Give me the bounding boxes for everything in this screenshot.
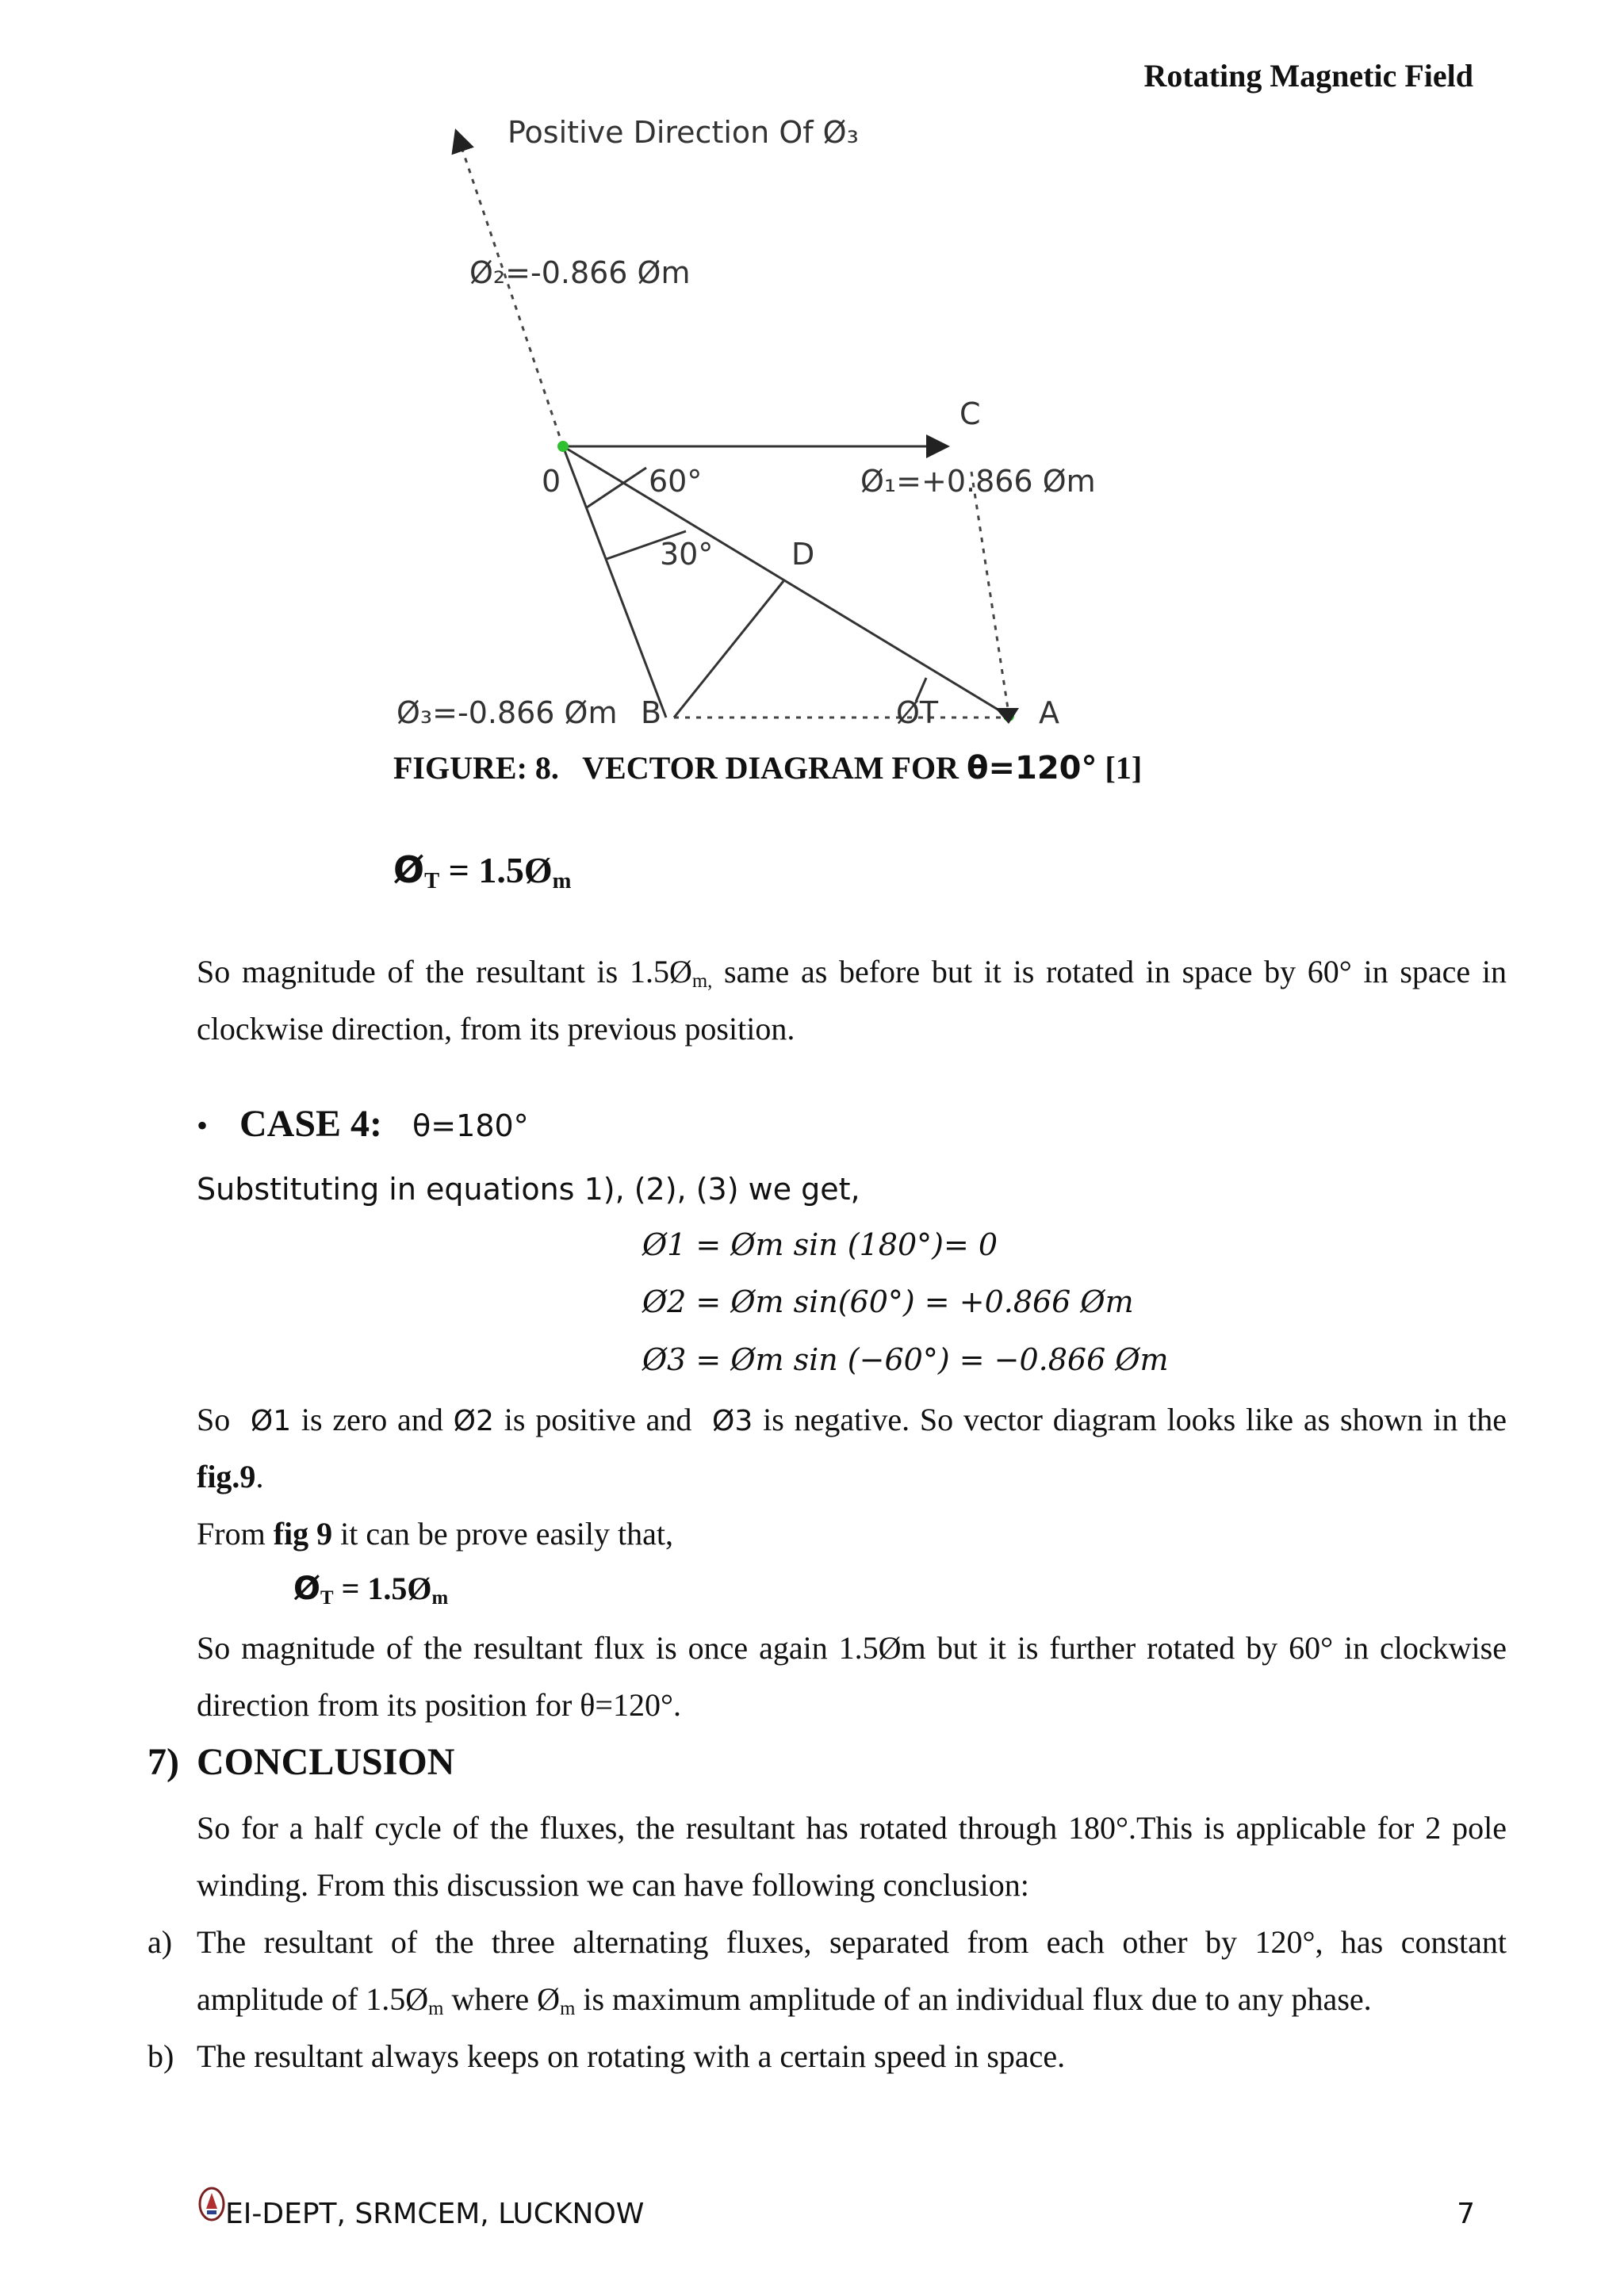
label-angle-60: 60° [649,464,703,499]
case4-para-2: direction from its position for θ=120°. [197,1687,681,1723]
result2-phi: Ø [293,1571,321,1607]
case4-line-a-phi1: Ø1 [250,1405,292,1437]
caption-theta: θ=120° [967,750,1097,786]
conclusion-a2-c: is maximum amplitude of an individual flux due to any phase. [575,1981,1372,2017]
case4-line-b-end: . [255,1459,264,1494]
result1-eq: = 1.5Ø [439,850,553,890]
result2-eq: = 1.5Ø [333,1571,432,1606]
vector-diagram [0,0,1624,761]
conclusion-title: CONCLUSION [197,1741,455,1783]
result1-sub-t: T [424,869,440,894]
case4-substituting: Substituting in equations 1), (2), (3) we get, [197,1172,860,1207]
conclusion-a-marker: a) [147,1924,173,1960]
caption-prefix: FIGURE: 8. VECTOR DIAGRAM FOR [393,750,967,786]
label-phi1: Ø₁=+0.866 Øm [860,464,1096,499]
result1-phi: Ø [393,848,425,891]
label-phi3: Ø₃=-0.866 Øm [396,695,618,730]
label-point-d: D [791,537,815,572]
case4-fig9-ref: fig.9 [197,1459,256,1494]
para1-line1-b: same as before but it is rotated in space by 60° in space in [712,954,1507,989]
case4-heading [197,1102,529,1146]
conclusion-a2-b: where Ø [443,1981,561,2017]
result2-sub-m: m [431,1587,449,1609]
result-equation-1 [393,848,571,894]
case4-from-1: From [197,1516,274,1552]
para1-line1-a: So magnitude of the resultant is 1.5Ø [197,954,692,989]
label-point-b: B [641,695,662,730]
conclusion-number: 7) [147,1741,179,1783]
conclusion-b-marker: b) [147,2038,174,2074]
conclusion-intro-2: winding. From this discussion we can have following conclusion: [197,1867,1029,1903]
point-o-dot [557,441,569,452]
case4-eq1: Ø1 = Øm sin (180°)= 0 [642,1227,998,1262]
case4-from-bold: fig 9 [273,1516,333,1552]
case4-bullet: • [197,1108,209,1143]
case4-line-b [197,1448,263,1506]
label-point-o: 0 [542,464,561,499]
case4-eq3: Ø3 = Øm sin (−60°) = −0.866 Øm [642,1342,1169,1377]
para1-line2: clockwise direction, from its previous position. [197,1011,795,1047]
result2-sub-t: T [320,1587,334,1609]
footer-dept: EI-DEPT, SRMCEM, LUCKNOW [225,2198,645,2230]
label-point-c: C [959,396,981,431]
running-header: Rotating Magnetic Field [1143,58,1473,94]
case4-line-a-4: is negative. So vector diagram looks like as shown in the [753,1402,1507,1437]
footer-page-number: 7 [1457,2198,1475,2230]
caption-suffix: [1] [1097,750,1143,786]
conclusion-heading [147,1740,454,1784]
arrowhead-a [995,708,1019,724]
label-point-a: A [1039,695,1059,730]
label-positive-direction: Positive Direction Of Ø₃ [508,115,859,150]
conclusion-a-line1: The resultant of the three alternating fluxes, separated from each other by 120°, has constant [197,1924,1507,1960]
case4-from [197,1506,673,1563]
perpendicular-bd [674,581,783,718]
case4-eq2: Ø2 = Øm sin(60°) = +0.866 Øm [642,1284,1134,1319]
case4-line-a-phi3: Ø3 [712,1405,753,1437]
result-equation-2 [293,1570,448,1609]
conclusion-b-line1: The resultant always keeps on rotating with a certain speed in space. [197,2038,1066,2074]
conclusion-a2-sub2: m [560,1998,576,2020]
case4-from-2: it can be prove easily that, [332,1516,673,1552]
case4-line-a-2: is zero and [291,1402,454,1437]
result1-sub-m: m [552,869,572,894]
case4-line-a-3: is positive and [493,1402,713,1437]
college-logo-icon [198,2187,225,2221]
conclusion-a2-a: amplitude of 1.5Ø [197,1981,429,2017]
case4-title: CASE 4: [239,1103,383,1145]
case4-para-1: So magnitude of the resultant flux is once again 1.5Øm but it is further rotated by 60° in clockwise [197,1630,1507,1666]
label-phi2: Ø₂=-0.866 Øm [469,255,691,290]
conclusion-a2-sub1: m [428,1998,444,2020]
label-angle-30: 30° [660,537,714,572]
conclusion-intro-1: So for a half cycle of the fluxes, the resultant has rotated through 180°.This is applicable for 2 pole [197,1810,1507,1846]
case4-line-a [197,1391,1507,1450]
case4-theta: θ=180° [412,1108,529,1143]
para1-line1-sub: m, [691,970,713,993]
case4-line-a-1: So [197,1402,251,1437]
figure-caption [393,749,1142,786]
label-phi-t: ØT [896,695,939,730]
case4-line-a-phi2: Ø2 [453,1405,494,1437]
angle-mark-60 [587,468,646,507]
dotted-ca [971,472,1009,714]
